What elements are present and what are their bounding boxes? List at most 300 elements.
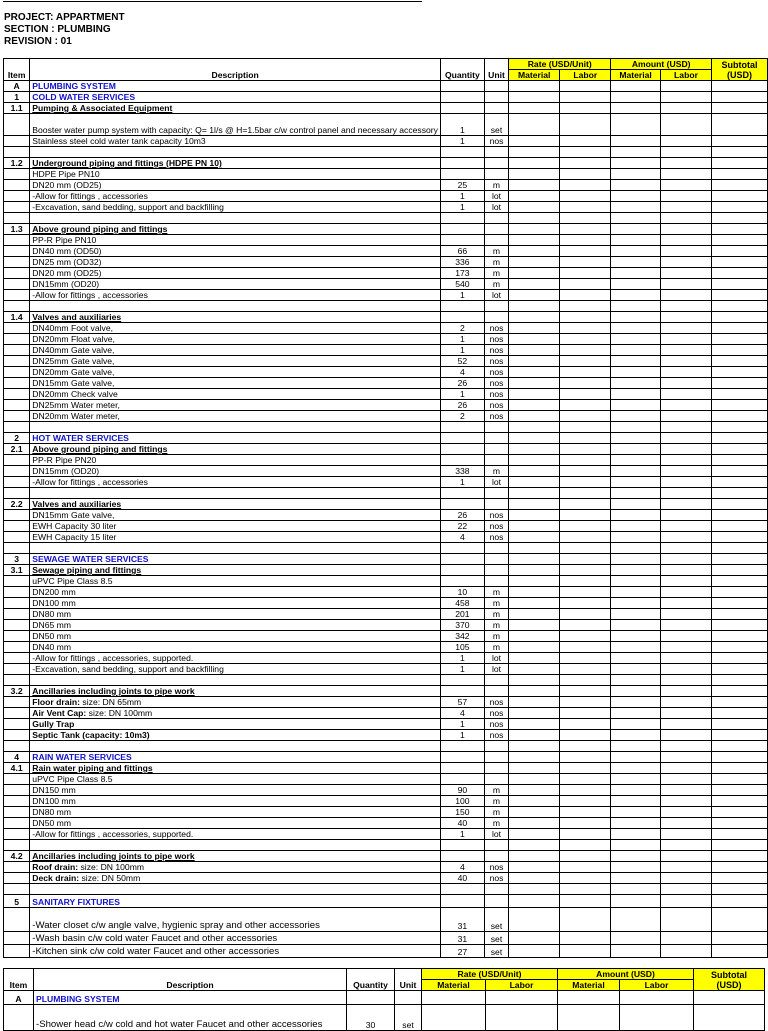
- quantity-cell: [440, 884, 484, 895]
- amount-material-cell: [611, 932, 661, 945]
- rate-labor-cell: [560, 312, 611, 323]
- amount-labor-cell: [660, 697, 711, 708]
- subtotal-cell: [712, 932, 768, 945]
- rate-material-cell: [509, 290, 560, 301]
- amount-labor-cell: [660, 851, 711, 862]
- amount-material-cell: [611, 895, 661, 908]
- table-row: [4, 653, 768, 664]
- rate-material-cell: [509, 411, 560, 422]
- item-number-cell: [4, 400, 30, 411]
- table-row: [4, 136, 768, 147]
- quantity-cell: 1: [440, 730, 484, 741]
- item-number-cell: 2.2: [4, 499, 30, 510]
- rate-labor-cell: [560, 642, 611, 653]
- table-row: [4, 620, 768, 631]
- description-cell: [30, 884, 441, 895]
- table-row: [4, 499, 768, 510]
- quantity-cell: [440, 158, 484, 169]
- subtotal-cell: [712, 158, 768, 169]
- table-row: [4, 114, 768, 136]
- item-number-cell: [4, 136, 30, 147]
- description-cell: [30, 235, 441, 246]
- subtotal-cell: [712, 224, 768, 235]
- item-number-cell: [4, 642, 30, 653]
- item-number-cell: [4, 730, 30, 741]
- amount-labor-cell: [660, 312, 711, 323]
- quantity-cell: 1: [440, 345, 484, 356]
- quantity-cell: 1: [440, 290, 484, 301]
- rate-material-cell: [509, 862, 560, 873]
- item-number-cell: [4, 807, 30, 818]
- amount-labor-cell: [660, 576, 711, 587]
- rate-labor-cell: [560, 510, 611, 521]
- amount-material-cell: [611, 796, 661, 807]
- table-row: [4, 829, 768, 840]
- description-text: DN100 mm: [32, 796, 76, 806]
- rate-material-cell: [509, 719, 560, 730]
- description-text: -Allow for fittings , accessories, supported.: [32, 829, 194, 839]
- unit-cell: lot: [484, 664, 508, 675]
- description-cell: [30, 444, 441, 455]
- description-bold-label: Gully Trap: [32, 719, 75, 729]
- col-header-amount-material: Material: [558, 980, 620, 991]
- amount-material-cell: [611, 257, 661, 268]
- amount-labor-cell: [660, 829, 711, 840]
- description-text: size: DN 100mm: [86, 708, 153, 718]
- amount-labor-cell: [660, 554, 711, 565]
- unit-cell: [484, 147, 508, 158]
- description-cell: [30, 257, 441, 268]
- amount-labor-cell: [660, 103, 711, 114]
- subtotal-cell: [712, 730, 768, 741]
- item-number-cell: [4, 257, 30, 268]
- table-row: [4, 945, 768, 958]
- rate-material-cell: [509, 686, 560, 697]
- item-number-cell: [4, 411, 30, 422]
- section-heading: PLUMBING SYSTEM: [32, 81, 116, 91]
- amount-labor-cell: [660, 345, 711, 356]
- rate-material-cell: [509, 752, 560, 763]
- rate-labor-cell: [560, 609, 611, 620]
- table-row: [4, 730, 768, 741]
- description-text: DN40 mm (OD50): [32, 246, 102, 256]
- description-cell: [30, 147, 441, 158]
- table-row: [4, 202, 768, 213]
- subtotal-cell: [712, 279, 768, 290]
- amount-labor-cell: [620, 1005, 694, 1031]
- subtotal-cell: [712, 433, 768, 444]
- description-cell: [30, 488, 441, 499]
- unit-cell: m: [484, 796, 508, 807]
- description-bold-label: Roof drain:: [32, 862, 79, 872]
- unit-cell: nos: [484, 521, 508, 532]
- unit-cell: [484, 840, 508, 851]
- subtotal-cell: [712, 565, 768, 576]
- item-number-cell: [4, 631, 30, 642]
- rate-labor-cell: [560, 829, 611, 840]
- amount-material-cell: [611, 642, 661, 653]
- amount-labor-cell: [660, 521, 711, 532]
- unit-cell: lot: [484, 191, 508, 202]
- description-cell: [34, 991, 347, 1005]
- quantity-cell: [440, 774, 484, 785]
- subtotal-cell: [712, 81, 768, 92]
- unit-cell: [484, 455, 508, 466]
- subtotal-cell: [712, 169, 768, 180]
- rate-labor-cell: [560, 466, 611, 477]
- rate-material-cell: [509, 301, 560, 312]
- unit-cell: nos: [484, 400, 508, 411]
- description-text: -Allow for fittings , accessories, supported.: [32, 653, 194, 663]
- subtotal-cell: [712, 664, 768, 675]
- item-number-cell: 3: [4, 554, 30, 565]
- amount-labor-cell: [660, 114, 711, 136]
- rate-material-cell: [509, 169, 560, 180]
- rate-material-cell: [509, 158, 560, 169]
- amount-labor-cell: [660, 455, 711, 466]
- item-number-cell: 1.3: [4, 224, 30, 235]
- subtotal-cell: [694, 1005, 765, 1031]
- item-number-cell: 1.1: [4, 103, 30, 114]
- rate-labor-cell: [560, 92, 611, 103]
- item-number-cell: [4, 147, 30, 158]
- rate-labor-cell: [560, 851, 611, 862]
- item-number-cell: [4, 466, 30, 477]
- table-row: [4, 389, 768, 400]
- description-cell: [30, 378, 441, 389]
- description-text: DN50 mm: [32, 631, 71, 641]
- quantity-cell: [440, 444, 484, 455]
- rate-labor-cell: [560, 323, 611, 334]
- table-row: [4, 587, 768, 598]
- quantity-cell: 105: [440, 642, 484, 653]
- description-text: DN80 mm: [32, 609, 71, 619]
- table-row: [4, 81, 768, 92]
- description-text: DN25mm Gate valve,: [32, 356, 115, 366]
- table-row: [4, 719, 768, 730]
- rate-material-cell: [509, 345, 560, 356]
- rate-labor-cell: [560, 378, 611, 389]
- amount-material-cell: [611, 752, 661, 763]
- rate-labor-cell: [560, 862, 611, 873]
- table-row: [4, 642, 768, 653]
- description-cell: [30, 279, 441, 290]
- quantity-cell: [440, 565, 484, 576]
- quantity-cell: 4: [440, 532, 484, 543]
- table-row: [4, 257, 768, 268]
- rate-material-cell: [509, 565, 560, 576]
- description-cell: [30, 620, 441, 631]
- amount-material-cell: [611, 246, 661, 257]
- quantity-cell: 90: [440, 785, 484, 796]
- description-text: -Water closet c/w angle valve, hygienic spray and other accessories: [32, 920, 320, 931]
- quantity-cell: 10: [440, 587, 484, 598]
- unit-cell: m: [484, 642, 508, 653]
- amount-labor-cell: [660, 136, 711, 147]
- description-cell: [30, 323, 441, 334]
- table-row: [4, 246, 768, 257]
- amount-labor-cell: [660, 180, 711, 191]
- subtotal-cell: [712, 400, 768, 411]
- rate-labor-cell: [560, 796, 611, 807]
- item-number-cell: [4, 664, 30, 675]
- item-number-cell: 3.1: [4, 565, 30, 576]
- bill-of-quantities-table-continued: [3, 968, 765, 1031]
- unit-cell: lot: [484, 829, 508, 840]
- subsection-heading: Sewage piping and fittings: [32, 565, 142, 575]
- description-text: DN50 mm: [32, 818, 71, 828]
- description-cell: [30, 169, 441, 180]
- description-cell: [30, 554, 441, 565]
- rate-material-cell: [509, 609, 560, 620]
- quantity-cell: [440, 81, 484, 92]
- item-number-cell: [4, 576, 30, 587]
- item-number-cell: [4, 818, 30, 829]
- subtotal-cell: [712, 422, 768, 433]
- unit-cell: [484, 752, 508, 763]
- amount-material-cell: [611, 323, 661, 334]
- rate-material-cell: [509, 807, 560, 818]
- quantity-cell: [440, 422, 484, 433]
- amount-labor-cell: [660, 499, 711, 510]
- revision-label: REVISION : 01: [4, 36, 72, 47]
- amount-labor-cell: [660, 444, 711, 455]
- amount-material-cell: [611, 169, 661, 180]
- table-row: [4, 510, 768, 521]
- unit-cell: [484, 433, 508, 444]
- item-number-cell: [4, 932, 30, 945]
- unit-cell: set: [395, 1005, 422, 1031]
- item-number-cell: [4, 675, 30, 686]
- description-text: DN20 mm (OD25): [32, 268, 102, 278]
- item-number-cell: [4, 488, 30, 499]
- rate-labor-cell: [560, 664, 611, 675]
- unit-cell: lot: [484, 477, 508, 488]
- amount-material-cell: [611, 334, 661, 345]
- description-cell: [30, 433, 441, 444]
- amount-labor-cell: [660, 301, 711, 312]
- unit-cell: [484, 895, 508, 908]
- rate-labor-cell: [560, 444, 611, 455]
- amount-material-cell: [611, 675, 661, 686]
- col-header-amount-labor: Labor: [660, 70, 711, 81]
- description-cell: [30, 565, 441, 576]
- rate-material-cell: [509, 741, 560, 752]
- item-number-cell: 2: [4, 433, 30, 444]
- rate-material-cell: [509, 312, 560, 323]
- amount-labor-cell: [660, 741, 711, 752]
- amount-material-cell: [611, 400, 661, 411]
- quantity-cell: [440, 92, 484, 103]
- table-row: [4, 521, 768, 532]
- quantity-cell: 4: [440, 862, 484, 873]
- amount-labor-cell: [660, 81, 711, 92]
- amount-material-cell: [611, 763, 661, 774]
- rate-labor-cell: [560, 818, 611, 829]
- quantity-cell: 2: [440, 411, 484, 422]
- amount-labor-cell: [660, 422, 711, 433]
- unit-cell: lot: [484, 202, 508, 213]
- description-cell: [30, 642, 441, 653]
- rate-material-cell: [509, 455, 560, 466]
- amount-labor-cell: [660, 598, 711, 609]
- description-text: DN20mm Float valve,: [32, 334, 115, 344]
- item-number-cell: [4, 945, 30, 958]
- rate-material-cell: [509, 279, 560, 290]
- unit-cell: nos: [484, 136, 508, 147]
- item-number-cell: [4, 191, 30, 202]
- unit-cell: [484, 499, 508, 510]
- amount-material-cell: [611, 466, 661, 477]
- description-cell: [30, 81, 441, 92]
- subtotal-label: Subtotal: [721, 60, 758, 70]
- section-heading: PLUMBING SYSTEM: [36, 994, 120, 1004]
- description-text: HDPE Pipe PN10: [32, 169, 100, 179]
- rate-labor-cell: [486, 991, 558, 1005]
- description-cell: [30, 807, 441, 818]
- description-cell: [30, 312, 441, 323]
- unit-cell: [484, 301, 508, 312]
- amount-material-cell: [611, 543, 661, 554]
- amount-material-cell: [611, 862, 661, 873]
- subtotal-cell: [712, 466, 768, 477]
- table-row: [4, 356, 768, 367]
- rate-labor-cell: [560, 268, 611, 279]
- subtotal-cell: [712, 719, 768, 730]
- description-text: DN40mm Foot valve,: [32, 323, 114, 333]
- subsection-heading: Underground piping and fittings (HDPE PN 10): [32, 158, 222, 168]
- description-text: uPVC Pipe Class 8.5: [32, 576, 113, 586]
- rate-material-cell: [509, 653, 560, 664]
- description-cell: [30, 367, 441, 378]
- subtotal-cell: [712, 675, 768, 686]
- subsection-heading: Above ground piping and fittings: [32, 444, 168, 454]
- amount-labor-cell: [660, 257, 711, 268]
- quantity-cell: 26: [440, 400, 484, 411]
- rate-material-cell: [509, 763, 560, 774]
- item-number-cell: [4, 345, 30, 356]
- description-cell: [30, 191, 441, 202]
- table-row: [4, 598, 768, 609]
- rate-material-cell: [509, 664, 560, 675]
- unit-cell: [484, 422, 508, 433]
- description-cell: [30, 290, 441, 301]
- rate-material-cell: [509, 851, 560, 862]
- rate-material-cell: [509, 422, 560, 433]
- unit-cell: m: [484, 268, 508, 279]
- unit-cell: [484, 884, 508, 895]
- subtotal-cell: [712, 191, 768, 202]
- item-number-cell: [4, 455, 30, 466]
- quantity-cell: 1: [440, 334, 484, 345]
- amount-material-cell: [611, 730, 661, 741]
- rate-material-cell: [509, 499, 560, 510]
- unit-cell: [484, 235, 508, 246]
- unit-cell: nos: [484, 378, 508, 389]
- quantity-cell: 66: [440, 246, 484, 257]
- table-row: [4, 477, 768, 488]
- amount-material-cell: [611, 268, 661, 279]
- rate-labor-cell: [560, 565, 611, 576]
- table-row: [4, 92, 768, 103]
- quantity-cell: 370: [440, 620, 484, 631]
- subsection-heading: Ancillaries including joints to pipe work: [32, 851, 195, 861]
- quantity-cell: 1: [440, 829, 484, 840]
- description-text: DN80 mm: [32, 807, 71, 817]
- rate-labor-cell: [560, 631, 611, 642]
- description-text: -Allow for fittings , accessories: [32, 290, 148, 300]
- subsection-heading: Rain water piping and fittings: [32, 763, 153, 773]
- amount-material-cell: [611, 741, 661, 752]
- amount-labor-cell: [660, 730, 711, 741]
- amount-labor-cell: [660, 543, 711, 554]
- amount-material-cell: [611, 422, 661, 433]
- amount-material-cell: [611, 477, 661, 488]
- quantity-cell: 1: [440, 136, 484, 147]
- amount-material-cell: [611, 158, 661, 169]
- subtotal-cell: [712, 334, 768, 345]
- subtotal-cell: [712, 290, 768, 301]
- description-bold-label: Air Vent Cap:: [32, 708, 87, 718]
- subtotal-cell: [712, 796, 768, 807]
- description-cell: [30, 180, 441, 191]
- description-cell: [30, 114, 441, 136]
- table-row: [4, 532, 768, 543]
- rate-labor-cell: [560, 202, 611, 213]
- amount-material-cell: [611, 818, 661, 829]
- rate-labor-cell: [560, 908, 611, 932]
- rate-labor-cell: [560, 488, 611, 499]
- item-number-cell: [4, 268, 30, 279]
- subtotal-cell: [712, 741, 768, 752]
- rate-labor-cell: [560, 81, 611, 92]
- rate-material-cell: [509, 532, 560, 543]
- description-text: -Excavation, sand bedding, support and backfilling: [32, 664, 224, 674]
- rate-material-cell: [509, 257, 560, 268]
- amount-material-cell: [611, 202, 661, 213]
- unit-cell: [484, 488, 508, 499]
- quantity-cell: 40: [440, 818, 484, 829]
- table-row: [4, 697, 768, 708]
- table-row: [4, 543, 768, 554]
- section-heading: SEWAGE WATER SERVICES: [32, 554, 149, 564]
- description-cell: [30, 719, 441, 730]
- rate-material-cell: [509, 246, 560, 257]
- rate-labor-cell: [560, 356, 611, 367]
- table-row: [4, 411, 768, 422]
- description-cell: [30, 422, 441, 433]
- unit-cell: nos: [484, 356, 508, 367]
- rate-labor-cell: [560, 653, 611, 664]
- description-text: DN200 mm: [32, 587, 76, 597]
- description-text: -Kitchen sink c/w cold water Faucet and other accessories: [32, 946, 280, 957]
- description-cell: [30, 895, 441, 908]
- table-row: [4, 565, 768, 576]
- amount-material-cell: [611, 191, 661, 202]
- description-cell: [30, 631, 441, 642]
- rate-labor-cell: [560, 345, 611, 356]
- quantity-cell: 52: [440, 356, 484, 367]
- amount-material-cell: [611, 345, 661, 356]
- unit-cell: nos: [484, 389, 508, 400]
- unit-cell: m: [484, 587, 508, 598]
- rate-material-cell: [509, 840, 560, 851]
- amount-labor-cell: [660, 488, 711, 499]
- rate-material-cell: [509, 136, 560, 147]
- amount-labor-cell: [660, 840, 711, 851]
- item-number-cell: [4, 235, 30, 246]
- table-row: [4, 268, 768, 279]
